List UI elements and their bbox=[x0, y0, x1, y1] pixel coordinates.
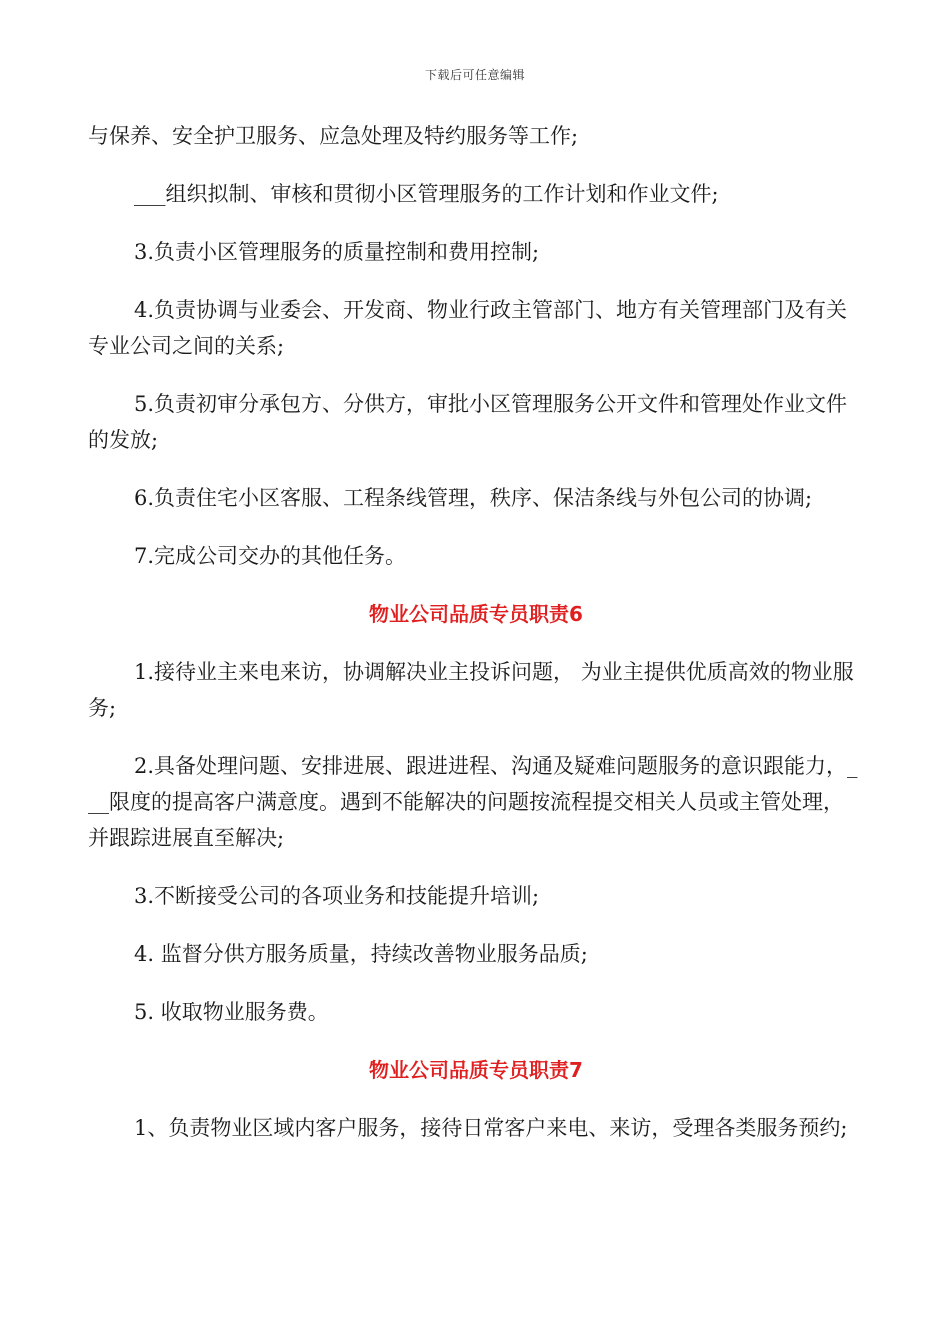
paragraph: 1.接待业主来电来访，协调解决业主投诉问题， 为业主提供优质高效的物业服务; bbox=[88, 660, 854, 720]
paragraph: 4.负责协调与业委会、开发商、物业行政主管部门、地方有关管理部门及有关专业公司之间的关系; bbox=[88, 298, 848, 358]
paragraph: 3.不断接受公司的各项业务和技能提升培训; bbox=[134, 884, 540, 908]
paragraph: 2.具备处理问题、安排进展、跟进进程、沟通及疑难问题服务的意识跟能力，___限度的提高客户满意度。遇到不能解决的问题按流程提交相关人员或主管处理，并跟踪进展直至解决; bbox=[88, 754, 858, 850]
paragraph: 5.负责初审分承包方、分供方，审批小区管理服务公开文件和管理处作业文件的发放; bbox=[88, 392, 848, 452]
paragraph: 7.完成公司交办的其他任务。 bbox=[134, 544, 407, 568]
paragraph: 3.负责小区管理服务的质量控制和费用控制; bbox=[134, 240, 540, 264]
section-heading: 物业公司品质专员职责7 bbox=[369, 1058, 583, 1082]
paragraph: ___组织拟制、审核和贯彻小区管理服务的工作计划和作业文件; bbox=[134, 182, 719, 206]
paragraph: 5. 收取物业服务费。 bbox=[134, 1000, 329, 1024]
paragraph: 与保养、安全护卫服务、应急处理及特约服务等工作; bbox=[88, 124, 579, 148]
paragraph: 1、负责物业区域内客户服务，接待日常客户来电、来访，受理各类服务预约; bbox=[134, 1116, 848, 1140]
paragraph: 4. 监督分供方服务质量，持续改善物业服务品质; bbox=[134, 942, 588, 966]
header-note: 下载后可任意编辑 bbox=[424, 68, 525, 82]
section-heading: 物业公司品质专员职责6 bbox=[369, 602, 583, 626]
paragraph: 6.负责住宅小区客服、工程条线管理，秩序、保洁条线与外包公司的协调; bbox=[134, 486, 813, 510]
document-body bbox=[88, 118, 864, 1168]
